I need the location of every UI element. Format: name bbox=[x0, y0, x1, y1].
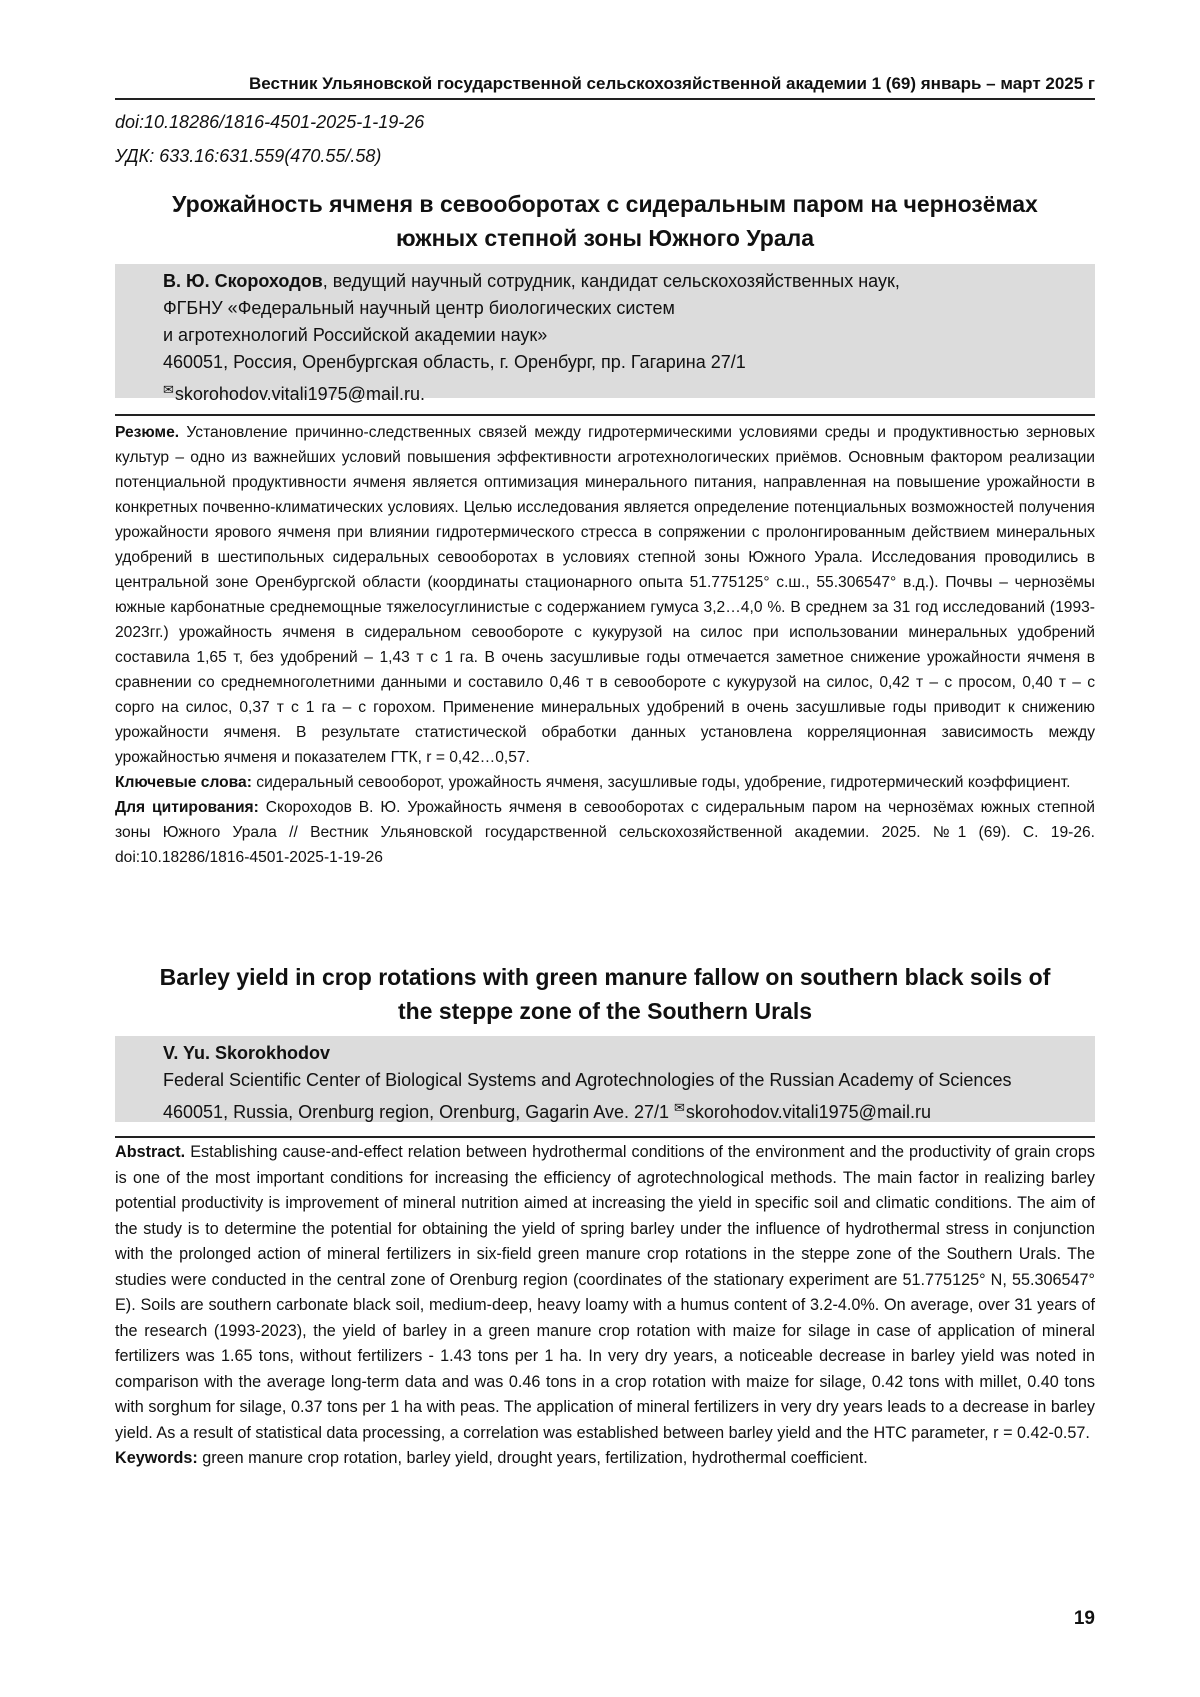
keywords-label-ru: Ключевые слова: bbox=[115, 774, 252, 791]
envelope-icon: ✉ bbox=[163, 382, 174, 397]
author-org-en: Federal Scientific Center of Biological Systems and Agrotechnologies of the Russian Academy of Sciences bbox=[163, 1067, 1095, 1094]
doi-line: doi:10.18286/1816-4501-2025-1-19-26 bbox=[115, 112, 424, 133]
author-email-en[interactable]: skorohodov.vitali1975@mail.ru bbox=[686, 1102, 931, 1122]
keywords-en-paragraph bbox=[115, 1446, 1095, 1472]
author-email-ru[interactable]: skorohodov.vitali1975@mail.ru. bbox=[175, 384, 425, 404]
citation-ru-paragraph bbox=[115, 795, 1095, 870]
section-divider-ru bbox=[115, 414, 1095, 416]
citation-label-ru: Для цитирования: bbox=[115, 799, 259, 816]
envelope-icon: ✉ bbox=[674, 1100, 685, 1115]
section-divider-en bbox=[115, 1136, 1095, 1138]
author-address-line-en bbox=[163, 1094, 1095, 1126]
author-line-en bbox=[163, 1040, 1095, 1067]
author-line-ru bbox=[163, 268, 1095, 295]
title-en-line-1: Barley yield in crop rotations with green manure fallow on southern black soils of bbox=[115, 960, 1095, 994]
title-ru bbox=[115, 187, 1095, 255]
author-name-en: V. Yu. Skorokhodov bbox=[163, 1043, 330, 1063]
abstract-label-en: Abstract. bbox=[115, 1143, 185, 1161]
keywords-ru-paragraph bbox=[115, 770, 1095, 795]
author-org-ru-1: ФГБНУ «Федеральный научный центр биологических систем bbox=[163, 295, 1095, 322]
author-email-line-ru bbox=[163, 376, 1095, 408]
author-info-en bbox=[115, 1036, 1095, 1122]
journal-running-header: Вестник Ульяновской государственной сельскохозяйственной академии 1 (69) январь – март 2025 г bbox=[115, 74, 1095, 100]
page-number: 19 bbox=[115, 1608, 1095, 1630]
keywords-label-en: Keywords: bbox=[115, 1449, 198, 1467]
keywords-text-ru: сидеральный севооборот, урожайность ячменя, засушливые годы, удобрение, гидротермический коэффициент. bbox=[256, 774, 1070, 791]
abstract-en bbox=[115, 1140, 1095, 1472]
abstract-ru-paragraph bbox=[115, 420, 1095, 770]
keywords-text-en: green manure crop rotation, barley yield, drought years, fertilization, hydrothermal coefficient. bbox=[202, 1449, 868, 1467]
abstract-text-ru: Установление причинно-следственных связей между гидротермическими условиями среды и продуктивностью зерновых культур – одно из важнейших условий повышения эффективности агротехнологических приёмов. Основным фактором реализации потенциальной продуктивности ячменя является оптимизация минерального питания, направленная на повышение урожайности в конкретных почвенно-климатических условиях. Целью исследования является определение потенциальных возможностей получения урожайности ярового ячменя при влиянии гидротермического стресса в сопряжении с пролонгированным действием минеральных удобрений в шестипольных сидеральных севооборотах в условиях степной зоны Южного Урала. Исследования проводились в центральной зоне Оренбургской области (координаты стационарного опыта 51.775125° с.ш., 55.306547° в.д.). Почвы – чернозёмы южные карбонатные среднемощные тяжелосуглинистые с содержанием гумуса 3,2…4,0 %. В среднем за 31 год исследований (1993-2023гг.) урожайность ячменя в сидеральном севообороте с кукурузой на силос при использовании минеральных удобрений составила 1,65 т, без удобрений – 1,43 т с 1 га. В очень засушливые годы отмечается заметное снижение урожайности ячменя в сравнении со среднемноголетними данными и составило 0,46 т в севообороте с кукурузой на силос, 0,42 т – с просом, 0,40 т – с сорго на силос, 0,37 т с 1 га – с горохом. Применение минеральных удобрений в очень засушливые годы приводит к снижению урожайности ячменя. В результате статистической обработки данных установлена корреляционная зависимость между урожайностью ячменя и показателем ГТК, r = 0,42…0,57. bbox=[115, 424, 1095, 766]
title-en-line-2: the steppe zone of the Southern Urals bbox=[115, 994, 1095, 1028]
author-position-ru: , ведущий научный сотрудник, кандидат сельскохозяйственных наук, bbox=[323, 271, 900, 291]
author-name-ru: В. Ю. Скороходов bbox=[163, 271, 323, 291]
title-en bbox=[115, 960, 1095, 1028]
abstract-text-en: Establishing cause-and-effect relation between hydrothermal conditions of the environment and the productivity of grain crops is one of the most important conditions for increasing the efficiency of agrotechnological methods. The main factor in realizing barley potential productivity is improvement of mineral nutrition aimed at increasing the yield in specific soil and climatic conditions. The aim of the study is to determine the potential for obtaining the yield of spring barley under the influence of hydrothermal stress in conjunction with the prolonged action of mineral fertilizers in six-field green manure crop rotations in the steppe zone of the Southern Urals. The studies were conducted in the central zone of Orenburg region (coordinates of the stationary experiment are 51.775125° N, 55.306547° E). Soils are southern carbonate black soil, medium-deep, heavy loamy with a humus content of 3.2-4.0%. On average, over 31 years of the research (1993-2023), the yield of barley in a green manure crop rotation with maize for silage in case of application of mineral fertilizers was 1.65 tons, without fertilizers - 1.43 tons per 1 ha. In very dry years, a noticeable decrease in barley yield was noted in comparison with the average long-term data and was 0.46 tons in a crop rotation with maize for silage, 0.42 tons with millet, 0.40 tons with sorghum for silage, 0.37 tons per 1 ha with peas. The application of mineral fertilizers in very dry years leads to a decrease in barley yield. As a result of statistical data processing, a correlation was established between barley yield and the HTC parameter, r = 0.42-0.57. bbox=[115, 1143, 1095, 1442]
udc-line: УДК: 633.16:631.559(470.55/.58) bbox=[115, 146, 381, 167]
author-info-ru bbox=[115, 264, 1095, 398]
abstract-ru bbox=[115, 420, 1095, 870]
author-address-ru: 460051, Россия, Оренбургская область, г. Оренбург, пр. Гагарина 27/1 bbox=[163, 349, 1095, 376]
author-org-ru-2: и агротехнологий Российской академии наук» bbox=[163, 322, 1095, 349]
abstract-en-paragraph bbox=[115, 1140, 1095, 1446]
abstract-label-ru: Резюме. bbox=[115, 424, 179, 441]
author-address-en: 460051, Russia, Orenburg region, Orenburg, Gagarin Ave. 27/1 bbox=[163, 1102, 674, 1122]
citation-text-ru: Скороходов В. Ю. Урожайность ячменя в севооборотах с сидеральным паром на чернозёмах южных степной зоны Южного Урала // Вестник Ульяновской государственной сельскохозяйственной академии. 2025. №1 (69). С. 19-26. doi:10.18286/1816-4501-2025-1-19-26 bbox=[115, 799, 1095, 866]
title-ru-line-1: Урожайность ячменя в севооборотах с сидеральным паром на чернозёмах bbox=[115, 187, 1095, 221]
title-ru-line-2: южных степной зоны Южного Урала bbox=[115, 221, 1095, 255]
